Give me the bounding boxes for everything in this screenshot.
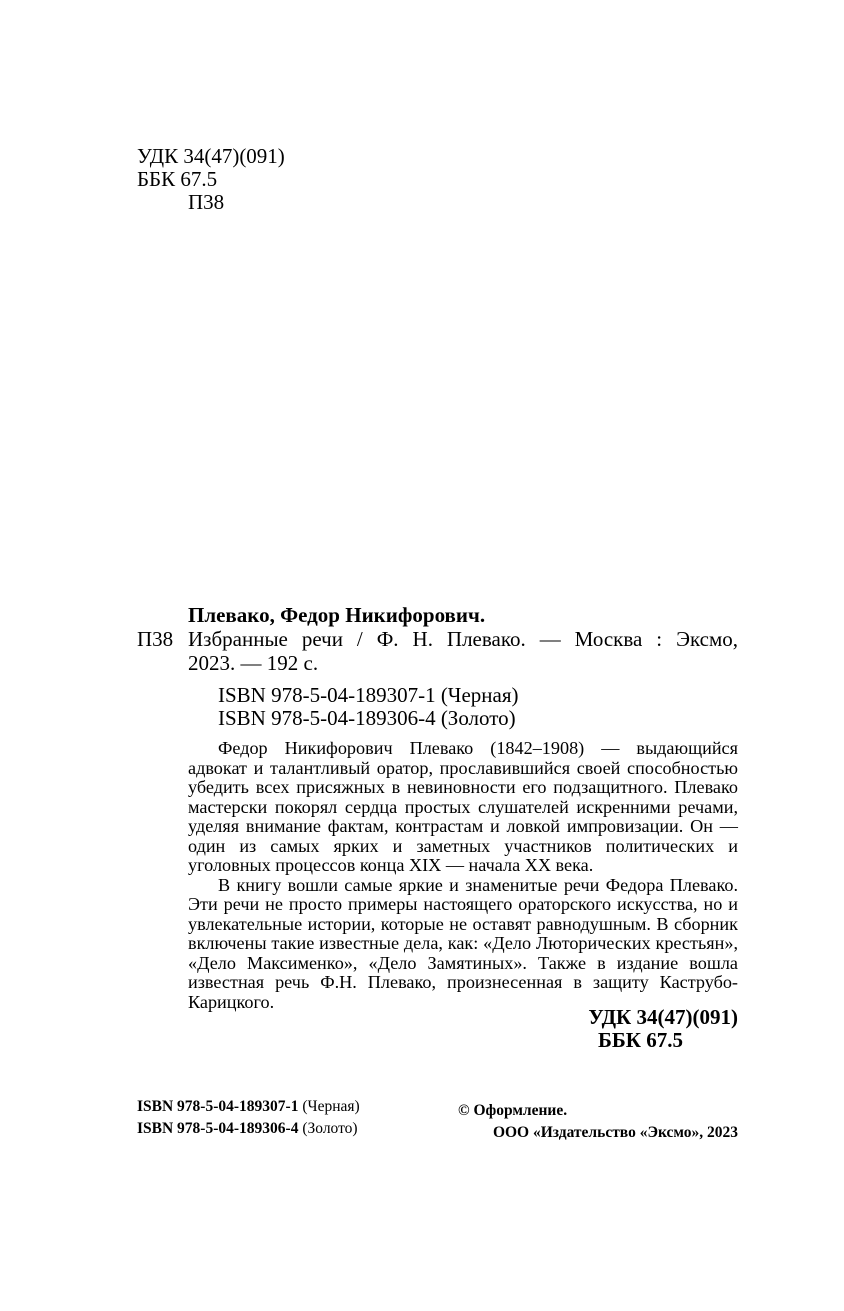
footer-isbn-2-label: (Золото) [302, 1120, 358, 1137]
footer-isbn-2 [137, 1118, 358, 1140]
bbk-classification: ББК 67.5 [598, 1028, 683, 1052]
author-mark-header: П38 [188, 190, 225, 214]
entry-title-line2: 2023. — 192 с. [188, 651, 319, 675]
bbk-header: ББК 67.5 [137, 167, 218, 191]
copyright-line-2: ООО «Издательство «Эксмо», 2023 [492, 1124, 738, 1141]
annotation [188, 739, 738, 1012]
entry-author: Плевако, Федор Никифорович. [188, 603, 486, 627]
udk-header: УДК 34(47)(091) [137, 144, 285, 168]
footer-isbn-2-number: ISBN 978-5-04-189306-4 [137, 1120, 299, 1137]
entry-isbn-1: ISBN 978-5-04-189307-1 (Черная) [218, 683, 519, 707]
entry-title-line1: Избранные речи / Ф. Н. Плевако. — Москва : Эксмо, [188, 627, 738, 651]
copyright-line-1: © Оформление. [458, 1102, 568, 1119]
annotation-paragraph-2: В книгу вошли самые яркие и знаменитые речи Федора Плевако. Эти речи не просто примеры настоящего ораторского искусства, но и увлекательные истории, которые не оставят равнодушным. В сборник включены такие известные дела, как: «Дело Люторических крестьян», «Дело Максименко», «Дело Замятиных». Также в издание вошла известная речь Ф.Н. Плевако, произнесенная в защиту Каструбо-Карицкого. [188, 874, 738, 1012]
annotation-paragraph-1: Федор Никифорович Плевако (1842–1908) — выдающийся адвокат и талантливый оратор, прославившийся своей способностью убедить всех присяжных в невиновности его подзащитного. Плевако мастерски покорял сердца простых слушателей искренними речами, уделяя внимание фактам, контрастам и ловкой импровизации. Он — один из самых ярких и заметных участников политических и уголовных процессов конца XIX — начала XX века. [188, 738, 738, 875]
footer-isbn-1-number: ISBN 978-5-04-189307-1 [137, 1098, 299, 1115]
footer-isbn-1-label: (Черная) [302, 1098, 360, 1115]
entry-isbn-2: ISBN 978-5-04-189306-4 (Золото) [218, 706, 516, 730]
entry-author-mark: П38 [137, 627, 174, 651]
footer-isbn-1 [137, 1096, 360, 1118]
udk-classification: УДК 34(47)(091) [588, 1005, 738, 1029]
